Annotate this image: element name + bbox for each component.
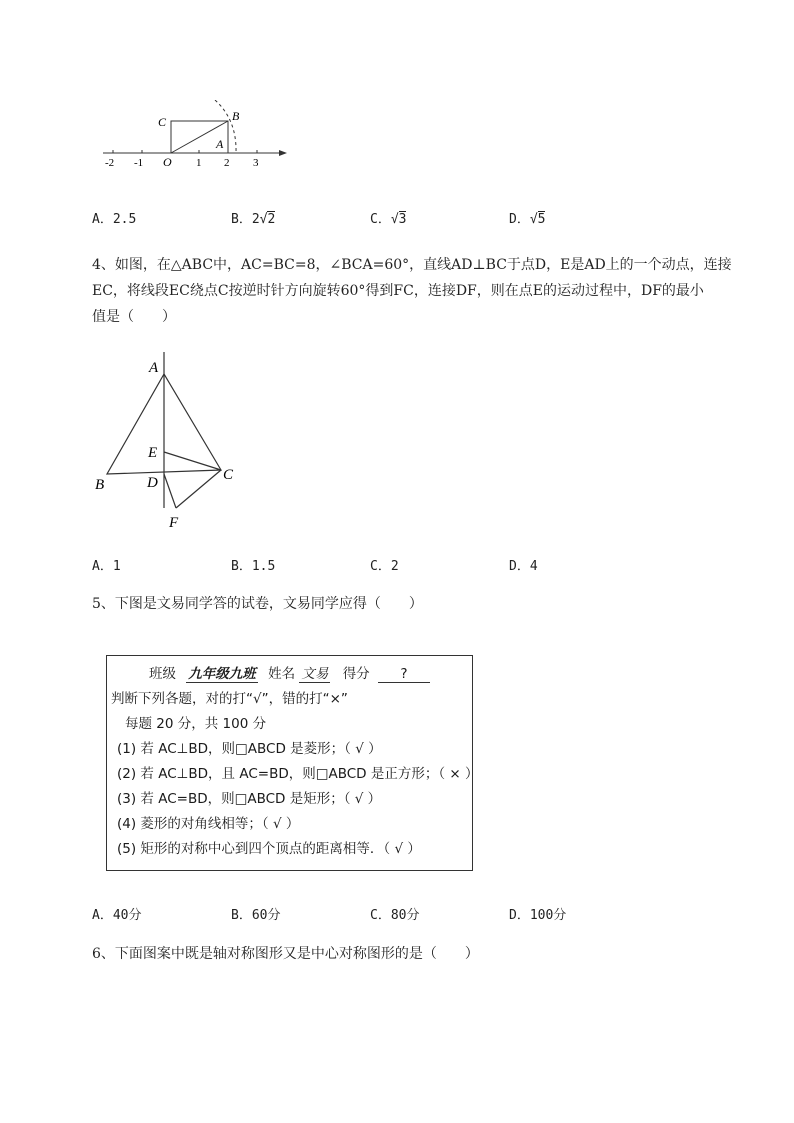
segment-fc xyxy=(176,470,221,508)
tick-label: -2 xyxy=(105,157,115,169)
quiz-item: (2) 若 AC⊥BD，且 AC=BD，则□ABCD 是正方形；（ × ） xyxy=(117,766,479,782)
q3-option-c[interactable] xyxy=(370,208,406,227)
q4-option-a[interactable]: A．1 xyxy=(92,559,121,574)
q3-option-c-radicand: 3 xyxy=(398,212,407,227)
q3-option-b-prefix: B．2 xyxy=(231,212,260,227)
point-label-c: C xyxy=(223,467,234,483)
q3-option-b-radicand: 2 xyxy=(267,212,276,227)
quiz-item: (5) 矩形的对称中心到四个顶点的距离相等．（ √ ） xyxy=(117,841,421,857)
class-value: 九年级九班 xyxy=(188,666,256,682)
score-value: ? xyxy=(378,666,430,683)
q5-stem: 5、下图是文易同学答的试卷，文易同学应得（ ） xyxy=(92,596,423,612)
axis-arrow-icon xyxy=(279,150,287,156)
name-value: 文易 xyxy=(301,666,329,682)
quiz-points: 每题 20 分，共 100 分 xyxy=(125,716,267,732)
sqrt-icon: √ xyxy=(529,212,538,227)
triangle-figure xyxy=(90,348,250,533)
quiz-sheet-image xyxy=(106,655,479,871)
q4-line-1: 4、如图，在△ABC中，AC=BC=8，∠BCA=60°，直线AD⊥BC于点D，E是AD上的一个动点，连接 xyxy=(92,257,732,273)
q4-line-3: 值是（ ） xyxy=(92,309,176,325)
tick-label: 2 xyxy=(224,157,230,169)
q3-option-d-prefix: D． xyxy=(509,212,530,227)
class-label: 班级 xyxy=(149,666,176,682)
q6-stem: 6、下面图案中既是轴对称图形又是中心对称图形的是（ ） xyxy=(92,946,479,962)
quiz-item: (1) 若 AC⊥BD，则□ABCD 是菱形；（ √ ） xyxy=(117,741,382,757)
q3-option-b[interactable] xyxy=(231,208,275,227)
q3-option-a[interactable]: A．2.5 xyxy=(92,212,137,227)
sqrt-icon: √ xyxy=(259,212,268,227)
q3-option-d-radicand: 5 xyxy=(537,212,546,227)
quiz-item: (3) 若 AC=BD，则□ABCD 是矩形；（ √ ） xyxy=(117,791,382,807)
point-label-b: B xyxy=(232,109,240,123)
q4-option-b[interactable]: B．1.5 xyxy=(231,559,276,574)
score-label: 得分 xyxy=(342,666,370,682)
name-label: 姓名 xyxy=(268,666,296,682)
point-label-e: E xyxy=(148,445,158,461)
q4-stem xyxy=(92,252,732,330)
tick-label: -1 xyxy=(134,157,144,169)
q5-option-b[interactable]: B．60分 xyxy=(231,908,281,923)
q4-option-d[interactable]: D．4 xyxy=(509,559,538,574)
q3-option-d[interactable] xyxy=(509,208,545,227)
quiz-item: (4) 菱形的对角线相等；（ √ ） xyxy=(117,816,300,832)
point-label-a: A xyxy=(149,360,159,376)
quiz-instruction: 判断下列各题，对的打“√”，错的打“×” xyxy=(111,691,348,707)
q5-option-d[interactable]: D．100分 xyxy=(509,908,567,923)
number-line-figure xyxy=(95,100,295,175)
point-label-c: C xyxy=(158,115,167,129)
point-label-d: D xyxy=(147,475,158,491)
q5-option-a[interactable]: A．40分 xyxy=(92,908,142,923)
q3-option-c-prefix: C． xyxy=(370,212,391,227)
q4-line-2: EC，将线段EC绕点C按逆时针方向旋转60°得到FC，连接DF，则在点E的运动过程中，DF的最小 xyxy=(92,283,704,299)
tick-label: 3 xyxy=(253,157,259,169)
q5-option-c[interactable]: C．80分 xyxy=(370,908,420,923)
q4-option-c[interactable]: C．2 xyxy=(370,559,399,574)
tick-label: 1 xyxy=(196,157,202,169)
point-label-b: B xyxy=(95,477,105,493)
point-label-f: F xyxy=(169,515,179,531)
tick-label: O xyxy=(163,155,172,169)
segment-df xyxy=(164,474,176,508)
point-label-a: A xyxy=(216,137,224,151)
sqrt-icon: √ xyxy=(390,212,399,227)
quiz-header xyxy=(149,662,430,683)
